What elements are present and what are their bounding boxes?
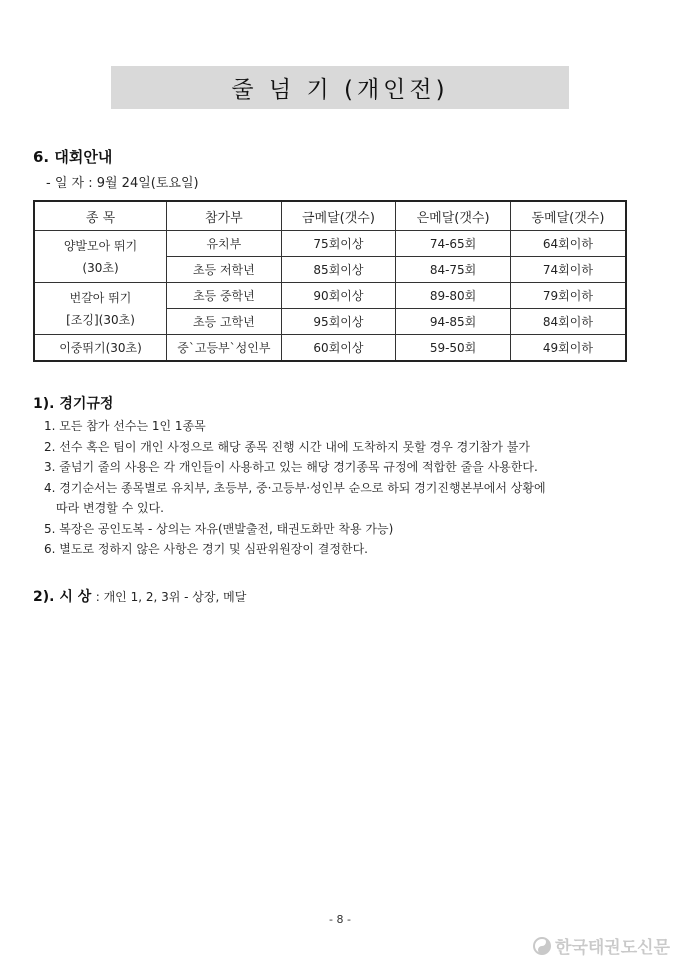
bronze-cell: 84회이하 — [510, 309, 626, 335]
rule-item: 2. 선수 혹은 팀이 개인 사정으로 해당 종목 진행 시간 내에 도착하지 못할 경우 경기참가 불가 — [44, 439, 530, 454]
silver-cell: 84-75회 — [396, 257, 511, 283]
table-row — [34, 283, 626, 309]
rule-item: 4. 경기순서는 종목별로 유치부, 초등부, 중·고등부·성인부 순으로 하되 경기진행본부에서 상황에 — [44, 480, 546, 495]
gold-cell: 85회이상 — [281, 257, 396, 283]
page-title: 줄 넘 기 (개인전) — [231, 77, 449, 103]
header-silver: 은메달(갯수) — [396, 201, 511, 231]
medal-criteria-table — [33, 200, 627, 362]
header-division: 참가부 — [167, 201, 282, 231]
rules-list — [44, 416, 654, 560]
rule-item-continuation: 따라 변경할 수 있다. — [56, 501, 164, 515]
header-event: 종 목 — [34, 201, 167, 231]
division-cell: 초등 중학년 — [167, 283, 282, 309]
table-row — [34, 335, 626, 362]
rule-item: 6. 별도로 정하지 않은 사항은 경기 및 심판위원장이 결정한다. — [44, 542, 368, 556]
awards-line — [33, 586, 246, 606]
awards-detail: : 개인 1, 2, 3위 - 상장, 메달 — [95, 590, 247, 604]
watermark-text: 한국태권도신문 — [555, 938, 670, 958]
header-gold: 금메달(갯수) — [281, 201, 396, 231]
bronze-cell: 64회이하 — [510, 231, 626, 257]
event-name-cell — [34, 283, 167, 335]
table-header-row — [34, 201, 626, 231]
rule-item: 5. 복장은 공인도복 - 상의는 자유(맨발출전, 태권도화만 착용 가능) — [44, 521, 394, 536]
bronze-cell: 79회이하 — [510, 283, 626, 309]
division-cell: 중`고등부`성인부 — [167, 335, 282, 362]
silver-cell: 94-85회 — [396, 309, 511, 335]
table-row — [34, 231, 626, 257]
page-number: - 8 - — [329, 913, 351, 926]
header-bronze: 동메달(갯수) — [510, 201, 626, 231]
event-duration: [조깅](30초) — [66, 312, 135, 327]
silver-cell: 74-65회 — [396, 231, 511, 257]
division-cell: 유치부 — [167, 231, 282, 257]
division-cell: 초등 저학년 — [167, 257, 282, 283]
division-cell: 초등 고학년 — [167, 309, 282, 335]
logo-icon — [533, 937, 551, 955]
silver-cell: 59-50회 — [396, 335, 511, 362]
gold-cell: 60회이상 — [281, 335, 396, 362]
gold-cell: 95회이상 — [281, 309, 396, 335]
awards-heading: 2). 시 상 — [33, 589, 92, 605]
event-name-cell — [34, 231, 167, 283]
title-banner — [111, 66, 569, 109]
bronze-cell: 74회이하 — [510, 257, 626, 283]
gold-cell: 75회이상 — [281, 231, 396, 257]
silver-cell: 89-80회 — [396, 283, 511, 309]
rule-item: 1. 모든 참가 선수는 1인 1종목 — [44, 419, 206, 433]
event-name: 양발모아 뛰기 — [63, 238, 138, 253]
event-name: 번갈아 뛰기 — [69, 290, 132, 305]
section-heading: 6. 대회안내 — [33, 148, 113, 166]
event-duration: (30초) — [82, 260, 119, 275]
rule-item: 3. 줄넘기 줄의 사용은 각 개인들이 사용하고 있는 해당 경기종목 규정에 적합한 줄을 사용한다. — [44, 460, 538, 474]
rules-heading: 1). 경기규정 — [33, 396, 114, 412]
gold-cell: 90회이상 — [281, 283, 396, 309]
event-name-cell: 이중뛰기(30초) — [34, 335, 167, 362]
bronze-cell: 49회이하 — [510, 335, 626, 362]
newspaper-watermark — [533, 933, 670, 958]
event-date: - 일 자 : 9월 24일(토요일) — [46, 176, 199, 191]
